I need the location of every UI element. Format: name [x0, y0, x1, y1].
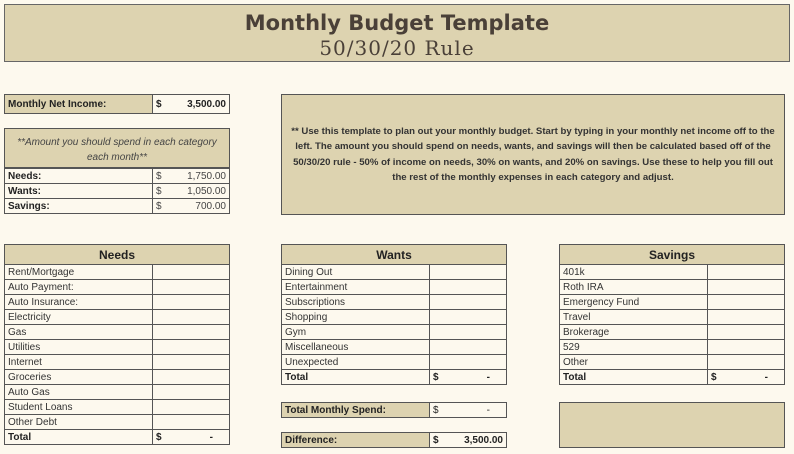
needs-total-value: -	[169, 430, 230, 445]
allocation-currency: $	[153, 184, 169, 199]
allocation-value: 700.00	[169, 199, 230, 214]
allocation-currency: $	[153, 199, 169, 214]
wants-amount-cell[interactable]	[430, 295, 507, 310]
savings-item-label: 529	[560, 340, 708, 355]
needs-amount-cell[interactable]	[153, 415, 230, 430]
wants-amount-cell[interactable]	[430, 355, 507, 370]
needs-amount-cell[interactable]	[153, 355, 230, 370]
table-row	[282, 295, 507, 310]
instructions-box	[281, 94, 785, 215]
allocation-label: Needs:	[5, 169, 153, 184]
needs-item-label: Auto Gas	[5, 385, 153, 400]
wants-item-label: Unexpected	[282, 355, 430, 370]
total-spend-value: -	[446, 403, 507, 418]
wants-item-label: Shopping	[282, 310, 430, 325]
savings-amount-cell[interactable]	[708, 265, 785, 280]
savings-table	[559, 244, 785, 385]
wants-amount-cell[interactable]	[430, 340, 507, 355]
income-table	[4, 94, 230, 114]
table-row	[5, 415, 230, 430]
needs-item-label: Groceries	[5, 370, 153, 385]
needs-amount-cell[interactable]	[153, 400, 230, 415]
income-label: Monthly Net Income:	[5, 95, 153, 114]
table-row	[282, 280, 507, 295]
needs-amount-cell[interactable]	[153, 295, 230, 310]
allocation-value: 1,050.00	[169, 184, 230, 199]
wants-header: Wants	[282, 245, 507, 265]
needs-item-label: Auto Insurance:	[5, 295, 153, 310]
table-row	[5, 370, 230, 385]
table-row	[5, 340, 230, 355]
wants-total-currency: $	[430, 370, 446, 385]
table-row	[560, 280, 785, 295]
wants-item-label: Subscriptions	[282, 295, 430, 310]
savings-summary-box	[559, 402, 785, 448]
table-row	[282, 340, 507, 355]
needs-amount-cell[interactable]	[153, 280, 230, 295]
table-row	[5, 325, 230, 340]
difference-label: Difference:	[282, 433, 430, 448]
savings-amount-cell[interactable]	[708, 295, 785, 310]
savings-amount-cell[interactable]	[708, 325, 785, 340]
savings-item-label: Emergency Fund	[560, 295, 708, 310]
needs-item-label: Other Debt	[5, 415, 153, 430]
amount-note-line2: each month**	[86, 152, 148, 163]
needs-item-label: Internet	[5, 355, 153, 370]
needs-amount-cell[interactable]	[153, 265, 230, 280]
table-row	[5, 355, 230, 370]
table-row	[5, 310, 230, 325]
allocation-row-savings	[5, 199, 230, 214]
allocation-label: Savings:	[5, 199, 153, 214]
table-row	[5, 400, 230, 415]
needs-total-label: Total	[5, 430, 153, 445]
wants-item-label: Miscellaneous	[282, 340, 430, 355]
savings-amount-cell[interactable]	[708, 280, 785, 295]
needs-table	[4, 244, 230, 445]
difference-table	[281, 432, 507, 448]
savings-amount-cell[interactable]	[708, 355, 785, 370]
table-row	[560, 325, 785, 340]
wants-item-label: Gym	[282, 325, 430, 340]
total-spend-currency: $	[430, 403, 446, 418]
needs-amount-cell[interactable]	[153, 325, 230, 340]
amount-note	[4, 128, 230, 168]
income-input[interactable]: 3,500.00	[169, 95, 230, 114]
page-subtitle: 50/30/20 Rule	[319, 36, 475, 60]
allocation-row-wants	[5, 184, 230, 199]
needs-total-row	[5, 430, 230, 445]
allocation-table	[4, 168, 230, 214]
savings-item-label: Roth IRA	[560, 280, 708, 295]
savings-total-row	[560, 370, 785, 385]
wants-total-label: Total	[282, 370, 430, 385]
allocation-row-needs	[5, 169, 230, 184]
table-row	[5, 385, 230, 400]
savings-item-label: Other	[560, 355, 708, 370]
needs-item-label: Rent/Mortgage	[5, 265, 153, 280]
savings-total-label: Total	[560, 370, 708, 385]
wants-amount-cell[interactable]	[430, 325, 507, 340]
needs-item-label: Gas	[5, 325, 153, 340]
savings-total-value: -	[724, 370, 785, 385]
wants-total-value: -	[446, 370, 507, 385]
table-row	[560, 265, 785, 280]
table-row	[282, 310, 507, 325]
savings-amount-cell[interactable]	[708, 340, 785, 355]
needs-item-label: Electricity	[5, 310, 153, 325]
needs-amount-cell[interactable]	[153, 370, 230, 385]
needs-amount-cell[interactable]	[153, 385, 230, 400]
wants-amount-cell[interactable]	[430, 265, 507, 280]
needs-amount-cell[interactable]	[153, 310, 230, 325]
table-row	[5, 280, 230, 295]
page-title: Monthly Budget Template	[244, 11, 550, 35]
needs-amount-cell[interactable]	[153, 340, 230, 355]
needs-item-label: Auto Payment:	[5, 280, 153, 295]
needs-item-label: Student Loans	[5, 400, 153, 415]
allocation-currency: $	[153, 169, 169, 184]
savings-item-label: Brokerage	[560, 325, 708, 340]
table-row	[560, 340, 785, 355]
allocation-value: 1,750.00	[169, 169, 230, 184]
wants-item-label: Entertainment	[282, 280, 430, 295]
amount-note-line1: **Amount you should spend in each category	[17, 137, 217, 148]
table-row	[5, 265, 230, 280]
instructions-text: ** Use this template to plan out your monthly budget. Start by typing in your monthly net income off to the left. The amount you should spend on needs, wants, and savings will then be calculated based off of the 50/30/20 rule - 50% of income on needs, 30% on wants, and 20% on savings. Use these to help you fill out the rest of the monthly expenses in each category and adjust.	[291, 125, 775, 183]
table-row	[282, 325, 507, 340]
wants-total-row	[282, 370, 507, 385]
table-row	[560, 295, 785, 310]
table-row	[560, 310, 785, 325]
table-row	[282, 265, 507, 280]
wants-item-label: Dining Out	[282, 265, 430, 280]
difference-value: 3,500.00	[446, 433, 507, 448]
needs-header: Needs	[5, 245, 230, 265]
table-row	[282, 355, 507, 370]
needs-item-label: Utilities	[5, 340, 153, 355]
wants-table	[281, 244, 507, 385]
wants-amount-cell[interactable]	[430, 280, 507, 295]
savings-header: Savings	[560, 245, 785, 265]
table-row	[560, 355, 785, 370]
total-spend-label: Total Monthly Spend:	[282, 403, 430, 418]
total-spend-table	[281, 402, 507, 418]
savings-item-label: Travel	[560, 310, 708, 325]
allocation-label: Wants:	[5, 184, 153, 199]
wants-amount-cell[interactable]	[430, 310, 507, 325]
savings-item-label: 401k	[560, 265, 708, 280]
savings-amount-cell[interactable]	[708, 310, 785, 325]
savings-total-currency: $	[708, 370, 724, 385]
income-currency: $	[153, 95, 169, 114]
title-banner	[4, 4, 790, 62]
needs-total-currency: $	[153, 430, 169, 445]
table-row	[5, 295, 230, 310]
difference-currency: $	[430, 433, 446, 448]
